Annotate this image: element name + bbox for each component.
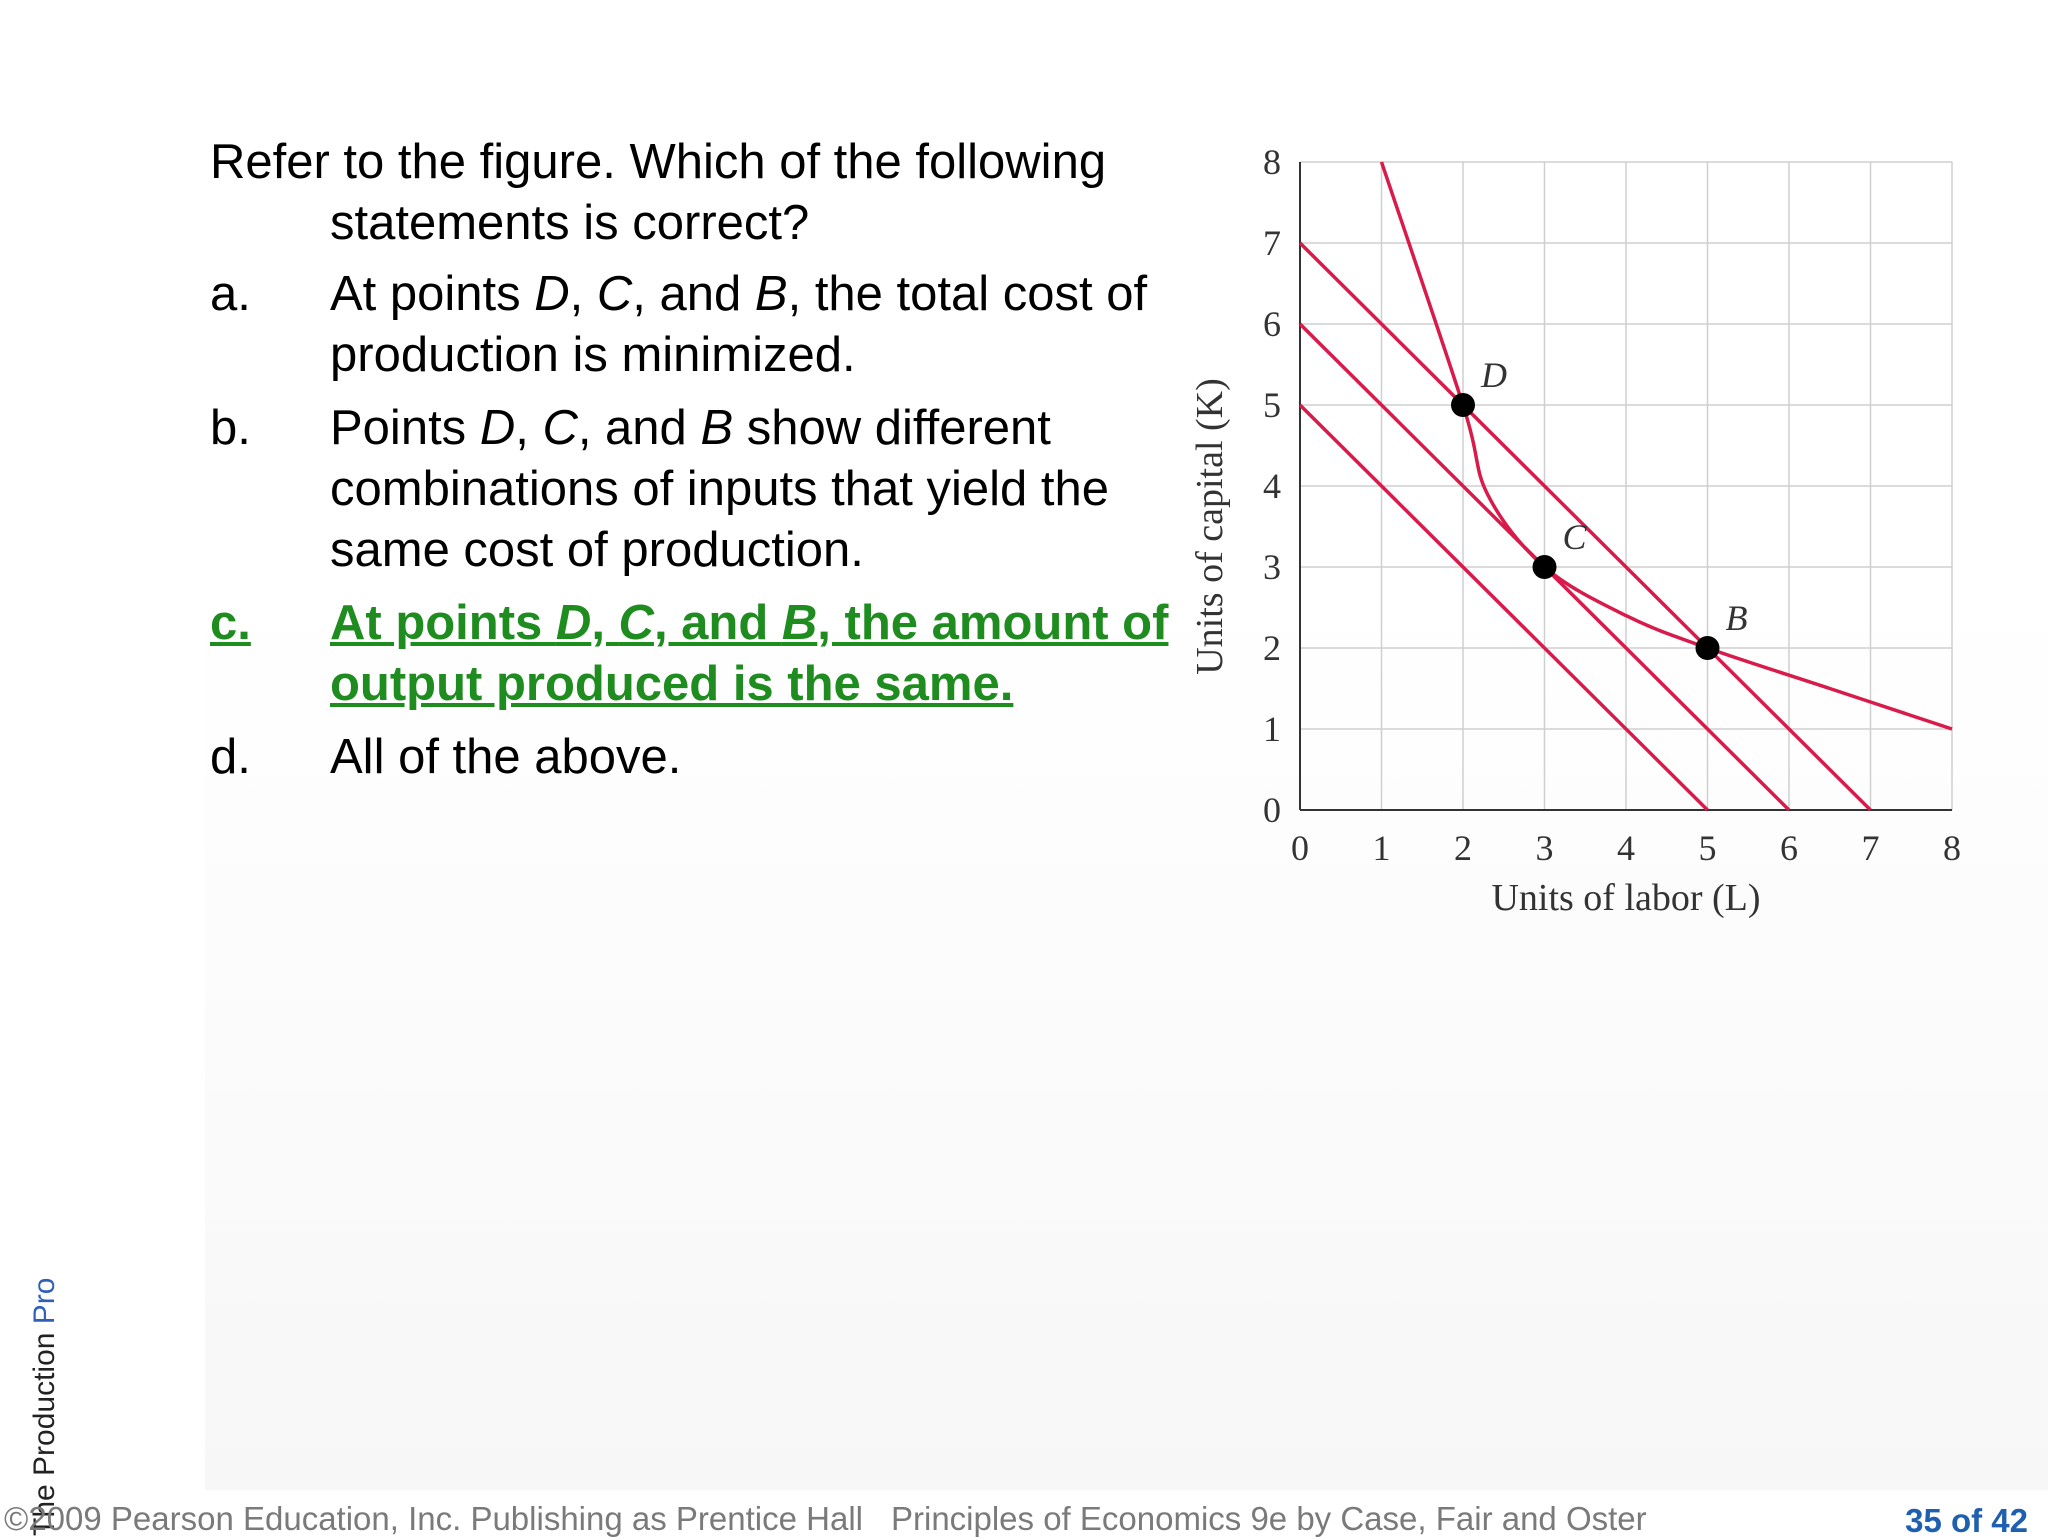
point-label-C: C	[1562, 517, 1587, 557]
point-label-D: D	[1481, 355, 1507, 395]
x-tick-label: 6	[1780, 828, 1798, 868]
x-tick-label: 7	[1861, 828, 1880, 868]
page-number: 35 of 42	[1905, 1502, 2028, 1539]
option-text: At points D, C, and B, the total cost of production is minimized.	[330, 267, 1148, 382]
isoquant-chart	[1180, 130, 1990, 930]
y-tick-label: 1	[1263, 709, 1281, 749]
option-text: Points D, C, and B show different combinations of inputs that yield the same cost of production.	[330, 401, 1110, 577]
x-tick-label: 2	[1454, 828, 1472, 868]
option-a	[210, 264, 1170, 386]
point-B	[1696, 636, 1720, 660]
option-letter: a.	[210, 267, 251, 321]
y-tick-label: 2	[1263, 628, 1281, 668]
isocost-line-3	[1300, 405, 1708, 810]
copyright-text: ©2009 Pearson Education, Inc. Publishing as Prentice Hall	[4, 1500, 863, 1537]
x-tick-label: 8	[1943, 828, 1961, 868]
option-d	[210, 727, 1170, 788]
side-label-blue: Pro	[28, 1277, 61, 1333]
x-tick-label: 4	[1617, 828, 1635, 868]
x-tick-label: 0	[1291, 828, 1309, 868]
y-tick-label: 6	[1263, 304, 1281, 344]
y-tick-label: 4	[1263, 466, 1281, 506]
question-line-1: Refer to the figure. Which of the following	[210, 135, 1107, 189]
side-label	[28, 1278, 62, 1536]
question-block	[210, 132, 1170, 800]
footer	[4, 1500, 1647, 1538]
point-D	[1451, 393, 1475, 417]
option-text: All of the above.	[330, 730, 682, 784]
y-axis-label: Units of capital (K)	[1189, 378, 1231, 675]
x-tick-label: 5	[1698, 828, 1717, 868]
answer-options	[210, 264, 1170, 788]
option-c	[210, 593, 1170, 715]
y-tick-label: 3	[1263, 547, 1281, 587]
isoquant-curve	[1382, 162, 1953, 729]
y-tick-label: 8	[1263, 142, 1281, 182]
option-letter: c.	[210, 596, 251, 650]
option-letter: d.	[210, 730, 251, 784]
side-label-text: The Production	[28, 1332, 61, 1536]
x-tick-label: 3	[1535, 828, 1554, 868]
x-axis-label: Units of labor (L)	[1491, 877, 1761, 919]
option-b	[210, 398, 1170, 581]
point-label-B: B	[1725, 598, 1748, 638]
question-line-2: statements is correct?	[330, 196, 810, 250]
y-tick-label: 0	[1263, 790, 1281, 830]
y-tick-label: 5	[1263, 385, 1281, 425]
x-tick-label: 1	[1372, 828, 1391, 868]
point-C	[1533, 555, 1557, 579]
option-text: At points D, C, and B, the amount of output produced is the same.	[330, 596, 1169, 711]
y-tick-label: 7	[1263, 223, 1281, 263]
book-title: Principles of Economics 9e by Case, Fair and Oster	[890, 1500, 1647, 1537]
option-letter: b.	[210, 401, 251, 455]
